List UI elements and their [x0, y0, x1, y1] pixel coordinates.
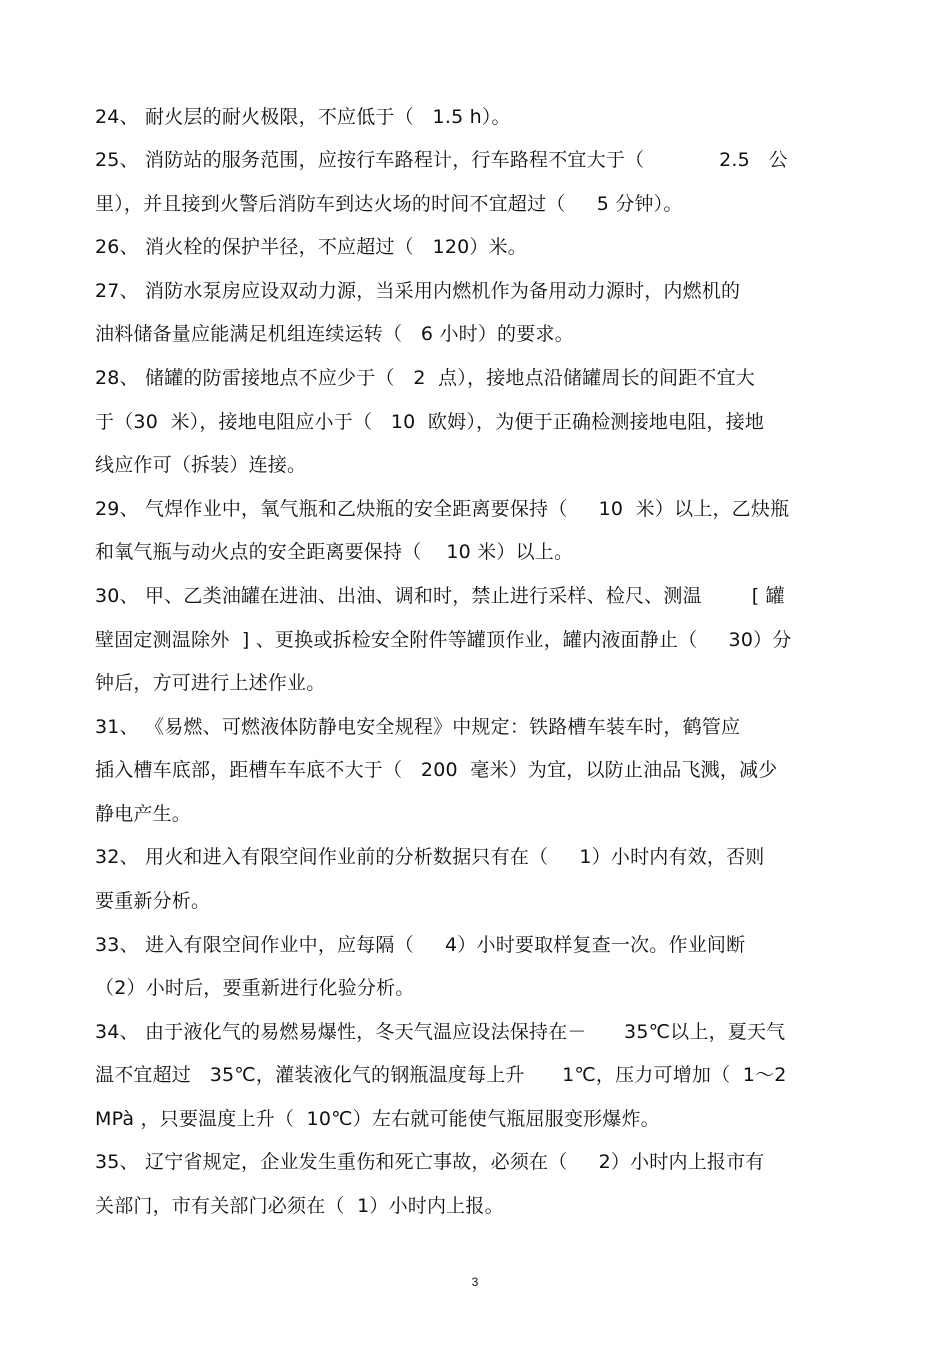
question-27-line-2: 油料储备量应能满足机组连续运转（ 6 小时）的要求。: [95, 323, 574, 345]
question-34-line-2: 温不宜超过 35℃，灌装液化气的钢瓶温度每上升 1℃，压力可增加（ 1～2: [95, 1064, 787, 1086]
question-33-line-1: 33、 进入有限空间作业中，应每隔（ 4）小时要取样复查一次。作业间断: [95, 934, 746, 956]
question-29-line-2: 和氧气瓶与动火点的安全距离要保持（ 10 米）以上。: [95, 541, 574, 563]
question-30-line-1: 30、 甲、乙类油罐在进油、出油、调和时，禁止进行采样、检尺、测温 [ 罐: [95, 585, 785, 607]
question-31-line-2: 插入槽车底部，距槽车车底不大于（ 200 毫米）为宜，以防止油品飞溅，减少: [95, 759, 778, 781]
question-30-line-2: 壁固定测温除外 ] 、更换或拆检安全附件等罐顶作业，罐内液面静止（ 30）分: [95, 629, 792, 651]
question-28-line-2: 于（30 米），接地电阻应小于（ 10 欧姆），为便于正确检测接地电阻，接地: [95, 411, 765, 433]
question-27-line-1: 27、 消防水泵房应设双动力源，当采用内燃机作为备用动力源时，内燃机的: [95, 280, 741, 302]
question-29-line-1: 29、 气焊作业中，氧气瓶和乙炔瓶的安全距离要保持（ 10 米）以上，乙炔瓶: [95, 498, 790, 520]
question-26-line-1: 26、 消火栓的保护半径，不应超过（ 120）米。: [95, 236, 528, 258]
question-32-line-1: 32、 用火和进入有限空间作业前的分析数据只有在（ 1）小时内有效，否则: [95, 846, 765, 868]
question-33-line-2: （2）小时后，要重新进行化验分析。: [95, 977, 415, 999]
question-30-line-3: 钟后，方可进行上述作业。: [95, 672, 326, 694]
question-35-line-2: 关部门，市有关部门必须在（ 1）小时内上报。: [95, 1195, 504, 1217]
question-31-line-1: 31、 《易燃、可燃液体防静电安全规程》中规定：铁路槽车装车时，鹤管应: [95, 716, 741, 738]
question-32-line-2: 要重新分析。: [95, 890, 211, 912]
question-34-line-1: 34、 由于液化气的易燃易爆性，冬天气温应设法保持在－ 35℃以上，夏天气: [95, 1021, 786, 1043]
question-24-line-1: 24、 耐火层的耐火极限，不应低于（ 1.5 h）。: [95, 106, 511, 128]
question-25-line-2: 里），并且接到火警后消防车到达火场的时间不宜超过（ 5 分钟）。: [95, 193, 683, 215]
question-34-line-3: MPà ，只要温度上升（ 10℃）左右就可能使气瓶屈服变形爆炸。: [95, 1108, 660, 1130]
page-number: 3: [471, 1275, 479, 1289]
question-31-line-3: 静电产生。: [95, 803, 192, 825]
question-25-line-1: 25、 消防站的服务范围，应按行车路程计，行车路程不宜大于（ 2.5 公: [95, 149, 788, 171]
question-28-line-1: 28、 储罐的防雷接地点不应少于（ 2 点），接地点沿储罐周长的间距不宜大: [95, 367, 756, 389]
question-35-line-1: 35、 辽宁省规定，企业发生重伤和死亡事故，必须在（ 2）小时内上报市有: [95, 1151, 765, 1173]
question-28-line-3: 线应作可（拆装）连接。: [95, 454, 307, 476]
